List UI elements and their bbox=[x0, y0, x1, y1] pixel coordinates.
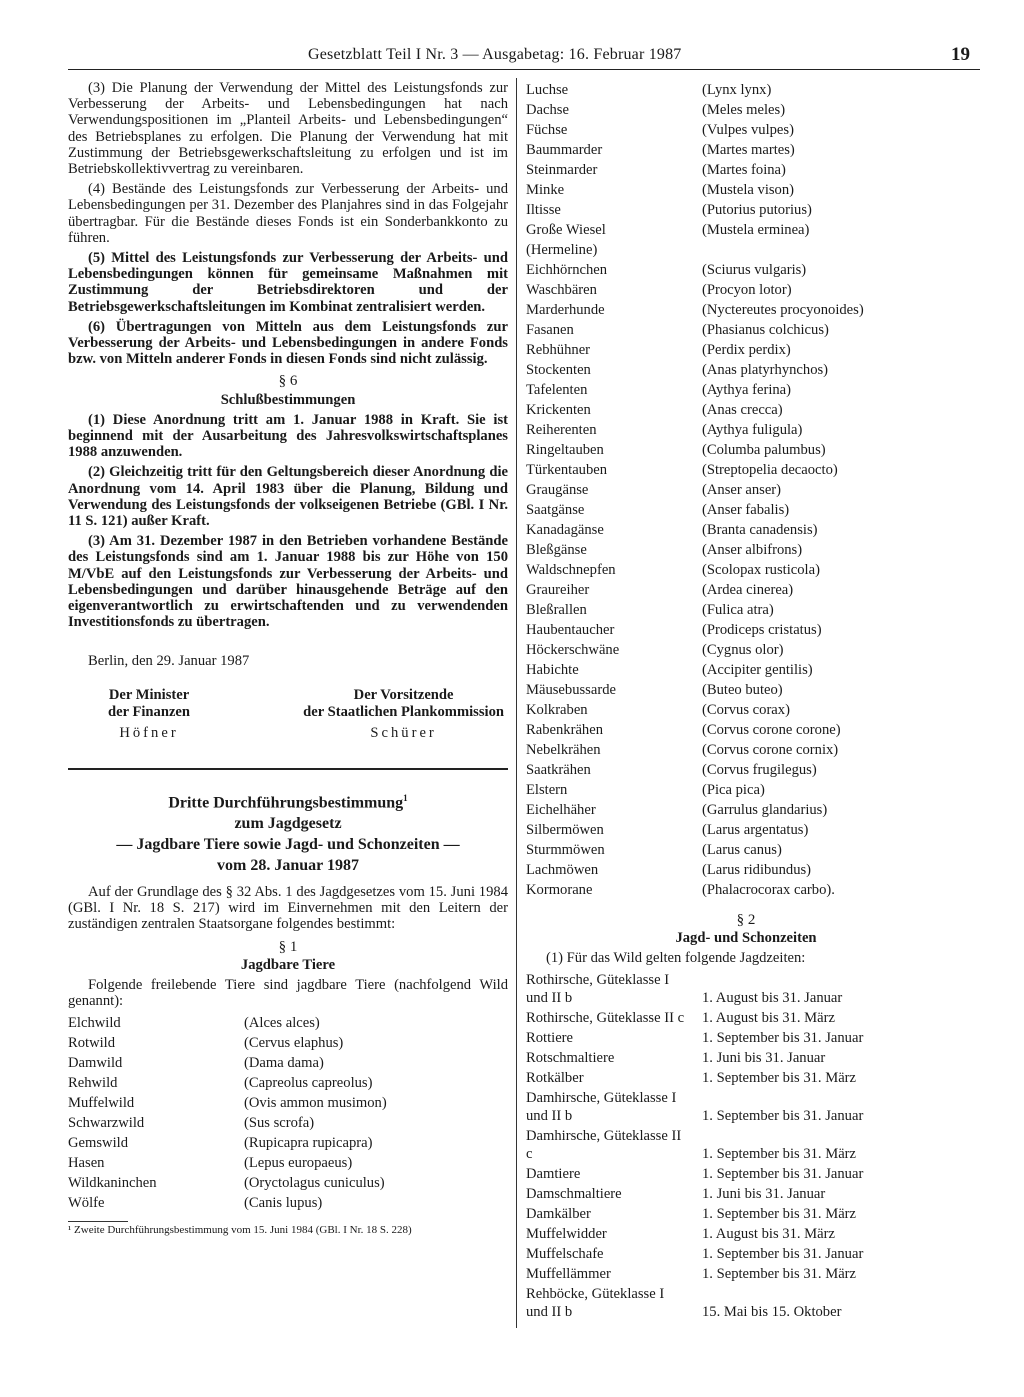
animal-latin: (Lynx lynx) bbox=[702, 82, 772, 98]
page-header bbox=[68, 44, 980, 70]
animal-latin: (Accipiter gentilis) bbox=[702, 662, 813, 678]
animal-name: Waldschnepfen bbox=[526, 562, 616, 578]
regulation-title-line: — Jagdbare Tiere sowie Jagd- und Schonzeiten — bbox=[116, 836, 460, 854]
animal-name: Rabenkrähen bbox=[526, 722, 603, 738]
animal-latin: (Sus scrofa) bbox=[244, 1115, 315, 1132]
game-class: Damkälber bbox=[526, 1205, 591, 1222]
footnote-marker: 1 bbox=[403, 792, 408, 803]
right-column bbox=[526, 80, 966, 1323]
header-rule bbox=[68, 69, 980, 70]
section-6-number: § 6 bbox=[278, 373, 298, 390]
animal-latin: (Ovis ammon musimon) bbox=[244, 1095, 387, 1112]
animal-latin: (Phalacrocorax carbo). bbox=[702, 882, 835, 898]
animal-name: Elstern bbox=[526, 782, 568, 798]
season-period: 1. August bis 31. Januar bbox=[702, 989, 843, 1006]
animal-name: Rebhühner bbox=[526, 342, 591, 358]
animal-name: Füchse bbox=[526, 122, 568, 138]
section-1-number: § 1 bbox=[278, 938, 298, 955]
animal-latin: (Meles meles) bbox=[702, 102, 786, 118]
header-title: Gesetzblatt Teil I Nr. 3 — Ausgabetag: 16. Februar 1987 bbox=[308, 46, 682, 63]
animal-name: Hasen bbox=[68, 1155, 105, 1172]
signature-name: Schürer bbox=[370, 724, 437, 741]
animal-name: Große Wiesel (Hermeline) bbox=[526, 222, 606, 258]
game-class: Rotkälber bbox=[526, 1069, 584, 1086]
animal-name: Graureiher bbox=[526, 582, 590, 598]
game-class: Muffellämmer bbox=[526, 1265, 611, 1282]
section-1-title: Jagdbare Tiere bbox=[240, 956, 336, 973]
game-class: Rehböcke, Güteklasse I und II b bbox=[526, 1285, 665, 1320]
animal-name: Iltisse bbox=[526, 202, 561, 218]
signature-title: der Finanzen bbox=[108, 703, 191, 720]
animal-name: Eichelhäher bbox=[526, 802, 596, 818]
section-1-intro: Folgende freilebende Tiere sind jagdbare Tiere (nachfolgend Wild genannt): bbox=[68, 977, 508, 1010]
animal-latin: (Larus ridibundus) bbox=[702, 862, 812, 878]
animal-latin: (Putorius putorius) bbox=[702, 202, 812, 218]
regulation-title-line: vom 28. Januar 1987 bbox=[217, 857, 359, 875]
season-period: 1. September bis 31. März bbox=[702, 1205, 857, 1222]
animal-latin: (Aythya ferina) bbox=[702, 382, 792, 398]
season-period: 1. September bis 31. März bbox=[702, 1145, 857, 1162]
animal-name: Türkentauben bbox=[526, 462, 608, 478]
season-period: 1. August bis 31. März bbox=[702, 1009, 835, 1026]
section-2-title: Jagd- und Schonzeiten bbox=[675, 930, 817, 947]
animal-latin: (Anas crecca) bbox=[702, 402, 783, 418]
animal-latin: (Canis lupus) bbox=[244, 1195, 323, 1212]
animal-latin: (Martes foina) bbox=[702, 162, 786, 178]
intro-paragraph: Auf der Grundlage des § 32 Abs. 1 des Jagdgesetzes vom 15. Juni 1984 (GBl. I Nr. 18 S. 217) wird im Einvernehmen mit den Leitern der zuständigen zentralen Staatsorgane folgendes bestimmt: bbox=[68, 884, 508, 933]
signature-name: Höfner bbox=[119, 724, 179, 741]
section-6-para-2: (2) Gleichzeitig tritt für den Geltungsbereich dieser Anordnung die Anordnung vom 14. April 1983 über die Planung, Bildung und Verwendung des Leistungsfonds der volkseigenen Betriebe (GBl. I Nr. 11 S. 121) außer Kraft. bbox=[68, 464, 508, 530]
animal-name: Bleßgänse bbox=[526, 542, 587, 558]
animal-name: Elchwild bbox=[68, 1015, 121, 1032]
regulation-title bbox=[68, 788, 508, 876]
section-divider bbox=[68, 768, 508, 770]
animal-name: Eichhörnchen bbox=[526, 262, 608, 278]
section-6-para-3: (3) Am 31. Dezember 1987 in den Betrieben vorhandene Bestände des Leistungsfonds sind am 1. Januar 1988 bis zur Höhe von 150 M/VbE auf den Leistungsfonds zur Verbesserung der Arbeits- und Lebensbedingungen und darüber hinausgehende Beträge auf den eigenverantwortlich zu erwirtschaftenden und zu verwendenden Investitionsfonds zu übertragen. bbox=[68, 533, 508, 631]
game-class: Muffelwidder bbox=[526, 1225, 607, 1242]
game-class: Muffelschafe bbox=[526, 1245, 604, 1262]
animal-latin: (Aythya fuligula) bbox=[702, 422, 803, 438]
animal-name: Wölfe bbox=[68, 1195, 105, 1212]
animal-name: Lachmöwen bbox=[526, 862, 599, 878]
animal-name: Fasanen bbox=[526, 322, 574, 338]
animal-latin: (Larus canus) bbox=[702, 842, 782, 858]
animal-latin: (Mustela erminea) bbox=[702, 222, 810, 238]
animal-name: Reiherenten bbox=[526, 422, 597, 438]
animal-latin: (Anser albifrons) bbox=[702, 542, 803, 558]
game-class: Rothirsche, Güteklasse II c bbox=[526, 1009, 685, 1026]
animal-latin: (Rupicapra rupicapra) bbox=[244, 1135, 373, 1152]
animal-latin: (Oryctolagus cuniculus) bbox=[244, 1175, 385, 1192]
animal-latin: (Pica pica) bbox=[702, 782, 765, 798]
paragraph-4: (4) Bestände des Leistungsfonds zur Verbesserung der Arbeits- und Lebensbedingungen per 31. Dezember des Planjahres sind in das Folgejahr übertragbar. Für die Bestände dieses Fonds ist ein Sonderbankkonto zu führen. bbox=[68, 181, 508, 246]
animal-latin: (Vulpes vulpes) bbox=[702, 122, 794, 138]
animal-name: Mäusebussarde bbox=[526, 682, 616, 698]
season-period: 1. September bis 31. Januar bbox=[702, 1029, 864, 1046]
animal-name: Nebelkrähen bbox=[526, 742, 601, 758]
game-class: Rottiere bbox=[526, 1029, 574, 1046]
page-number: 19 bbox=[951, 44, 970, 65]
footnote-rule bbox=[68, 1221, 128, 1222]
animal-name: Graugänse bbox=[526, 482, 589, 498]
animal-latin: (Scolopax rusticola) bbox=[702, 562, 820, 578]
animal-latin: (Alces alces) bbox=[244, 1015, 320, 1032]
season-period: 1. August bis 31. März bbox=[702, 1225, 835, 1242]
date-line: Berlin, den 29. Januar 1987 bbox=[88, 652, 250, 669]
season-period: 1. September bis 31. März bbox=[702, 1069, 857, 1086]
animal-name: Luchse bbox=[526, 82, 569, 98]
animal-name: Baummarder bbox=[526, 142, 603, 158]
left-column bbox=[68, 80, 508, 1236]
animal-latin: (Garrulus glandarius) bbox=[702, 802, 828, 818]
animal-list-right bbox=[526, 80, 966, 900]
animal-name: Rehwild bbox=[68, 1075, 118, 1092]
animal-name: Bleßrallen bbox=[526, 602, 587, 618]
hunting-seasons-list bbox=[526, 971, 966, 1323]
section-6-para-1: (1) Diese Anordnung tritt am 1. Januar 1988 in Kraft. Sie ist beginnend mit der Ausarbeitung des Jahresvolkswirtschaftsplanes 1988 anzuwenden. bbox=[68, 411, 508, 461]
animal-name: Haubentaucher bbox=[526, 622, 615, 638]
animal-latin: (Corvus corax) bbox=[702, 702, 790, 718]
animal-latin: (Martes martes) bbox=[702, 142, 795, 158]
signature-title: Der Minister bbox=[108, 686, 190, 703]
season-period: 1. Juni bis 31. Januar bbox=[702, 1185, 826, 1202]
animal-latin: (Sciurus vulgaris) bbox=[702, 262, 807, 278]
game-class: Rothirsche, Güteklasse I und II b bbox=[526, 971, 670, 1006]
animal-name: Steinmarder bbox=[526, 162, 598, 178]
animal-latin: (Nyctereutes procyonoides) bbox=[702, 302, 864, 318]
animal-list-left bbox=[68, 1013, 508, 1213]
animal-latin: (Ardea cinerea) bbox=[702, 582, 794, 598]
animal-name: Muffelwild bbox=[68, 1095, 135, 1112]
animal-latin: (Corvus frugilegus) bbox=[702, 762, 817, 778]
season-period: 1. September bis 31. Januar bbox=[702, 1107, 864, 1124]
animal-name: Wildkaninchen bbox=[68, 1175, 157, 1192]
animal-name: Saatkrähen bbox=[526, 762, 591, 778]
animal-latin: (Larus argentatus) bbox=[702, 822, 809, 838]
animal-latin: (Mustela vison) bbox=[702, 182, 795, 198]
animal-name: Minke bbox=[526, 182, 565, 198]
animal-name: Höckerschwäne bbox=[526, 642, 620, 658]
section-6-title: Schlußbestimmungen bbox=[220, 391, 356, 408]
animal-latin: (Procyon lotor) bbox=[702, 282, 792, 298]
game-class: Damschmaltiere bbox=[526, 1185, 622, 1202]
animal-name: Saatgänse bbox=[526, 502, 585, 518]
section-2-number: § 2 bbox=[736, 912, 756, 928]
animal-latin: (Dama dama) bbox=[244, 1055, 324, 1072]
animal-name: Tafelenten bbox=[526, 382, 588, 398]
animal-name: Kanadagänse bbox=[526, 522, 604, 538]
animal-latin: (Lepus europaeus) bbox=[244, 1155, 353, 1172]
signature-title: Der Vorsitzende bbox=[353, 686, 454, 703]
animal-name: Dachse bbox=[526, 102, 569, 118]
game-class: Damhirsche, Güteklasse I und II b bbox=[526, 1089, 677, 1124]
animal-latin: (Cervus elaphus) bbox=[244, 1035, 344, 1052]
animal-name: Schwarzwild bbox=[68, 1115, 145, 1132]
footnote: ¹ Zweite Durchführungsbestimmung vom 15. Juni 1984 (GBl. I Nr. 18 S. 228) bbox=[68, 1224, 412, 1237]
season-period: 15. Mai bis 15. Oktober bbox=[702, 1303, 842, 1320]
animal-name: Krickenten bbox=[526, 402, 591, 418]
animal-latin: (Streptopelia decaocto) bbox=[702, 462, 838, 478]
animal-latin: (Anser fabalis) bbox=[702, 502, 790, 518]
regulation-title-line: zum Jagdgesetz bbox=[234, 815, 342, 833]
game-class: Damhirsche, Güteklasse II c bbox=[526, 1127, 682, 1162]
paragraph-6: (6) Übertragungen von Mitteln aus dem Leistungsfonds zur Verbesserung der Arbeits- und Lebensbedingungen in andere Fonds bzw. von Mitteln anderer Fonds in diesen Fonds sind nicht zulässig. bbox=[68, 318, 508, 368]
animal-latin: (Anser anser) bbox=[702, 482, 782, 498]
paragraph-3: (3) Die Planung der Verwendung der Mittel des Leistungsfonds zur Verbesserung der Arbeits- und Lebensbedingungen hat nach Verwendungspositionen im „Planteil Arbeits- und Lebensbedingungen“ des Betriebsplanes zu erfolgen. Die Planung der Verwendung hat mit Zustimmung der Betriebsgewerkschaftsleitung zu erfolgen und ist im Betriebskollektivvertrag zu vereinbaren. bbox=[68, 80, 508, 178]
animal-latin: (Buteo buteo) bbox=[702, 682, 783, 698]
animal-latin: (Prodiceps cristatus) bbox=[702, 622, 822, 638]
signature-block bbox=[68, 687, 508, 742]
season-period: 1. September bis 31. Januar bbox=[702, 1165, 864, 1182]
season-period: 1. September bis 31. März bbox=[702, 1265, 857, 1282]
season-period: 1. Juni bis 31. Januar bbox=[702, 1049, 826, 1066]
animal-name: Kolkraben bbox=[526, 702, 588, 718]
animal-latin: (Cygnus olor) bbox=[702, 642, 784, 658]
animal-name: Habichte bbox=[526, 662, 579, 678]
animal-name: Waschbären bbox=[526, 282, 597, 298]
section-2-intro: (1) Für das Wild gelten folgende Jagdzeiten: bbox=[546, 950, 806, 967]
animal-name: Damwild bbox=[68, 1055, 123, 1072]
signature-title: der Staatlichen Plankommission bbox=[303, 703, 504, 720]
animal-latin: (Columba palumbus) bbox=[702, 442, 826, 458]
animal-latin: (Anas platyrhynchos) bbox=[702, 362, 829, 378]
animal-name: Silbermöwen bbox=[526, 822, 604, 838]
animal-name: Ringeltauben bbox=[526, 442, 604, 458]
animal-latin: (Capreolus capreolus) bbox=[244, 1075, 373, 1092]
animal-name: Marderhunde bbox=[526, 302, 605, 318]
game-class: Damtiere bbox=[526, 1165, 581, 1182]
signature-chairman bbox=[303, 687, 504, 742]
animal-latin: (Branta canadensis) bbox=[702, 522, 818, 538]
paragraph-5: (5) Mittel des Leistungsfonds zur Verbesserung der Arbeits- und Lebensbedingungen können für gemeinsame Maßnahmen mit Zustimmung der Betriebsdirektoren und der Betriebsgewerkschaftsleitungen im Kombinat zentralisiert werden. bbox=[68, 250, 508, 315]
animal-name: Rotwild bbox=[68, 1035, 116, 1052]
animal-latin: (Perdix perdix) bbox=[702, 342, 791, 358]
animal-latin: (Corvus corone corone) bbox=[702, 722, 841, 738]
animal-name: Kormorane bbox=[526, 882, 593, 898]
animal-name: Gemswild bbox=[68, 1135, 128, 1152]
regulation-title-line: Dritte Durchführungsbestimmung bbox=[168, 794, 404, 812]
signature-minister bbox=[108, 687, 190, 742]
animal-latin: (Corvus corone cornix) bbox=[702, 742, 839, 758]
column-divider bbox=[516, 78, 517, 1328]
game-class: Rotschmaltiere bbox=[526, 1049, 615, 1066]
animal-name: Stockenten bbox=[526, 362, 591, 378]
animal-latin: (Phasianus colchicus) bbox=[702, 322, 829, 338]
season-period: 1. September bis 31. Januar bbox=[702, 1245, 864, 1262]
animal-latin: (Fulica atra) bbox=[702, 602, 774, 618]
animal-name: Sturmmöwen bbox=[526, 842, 605, 858]
